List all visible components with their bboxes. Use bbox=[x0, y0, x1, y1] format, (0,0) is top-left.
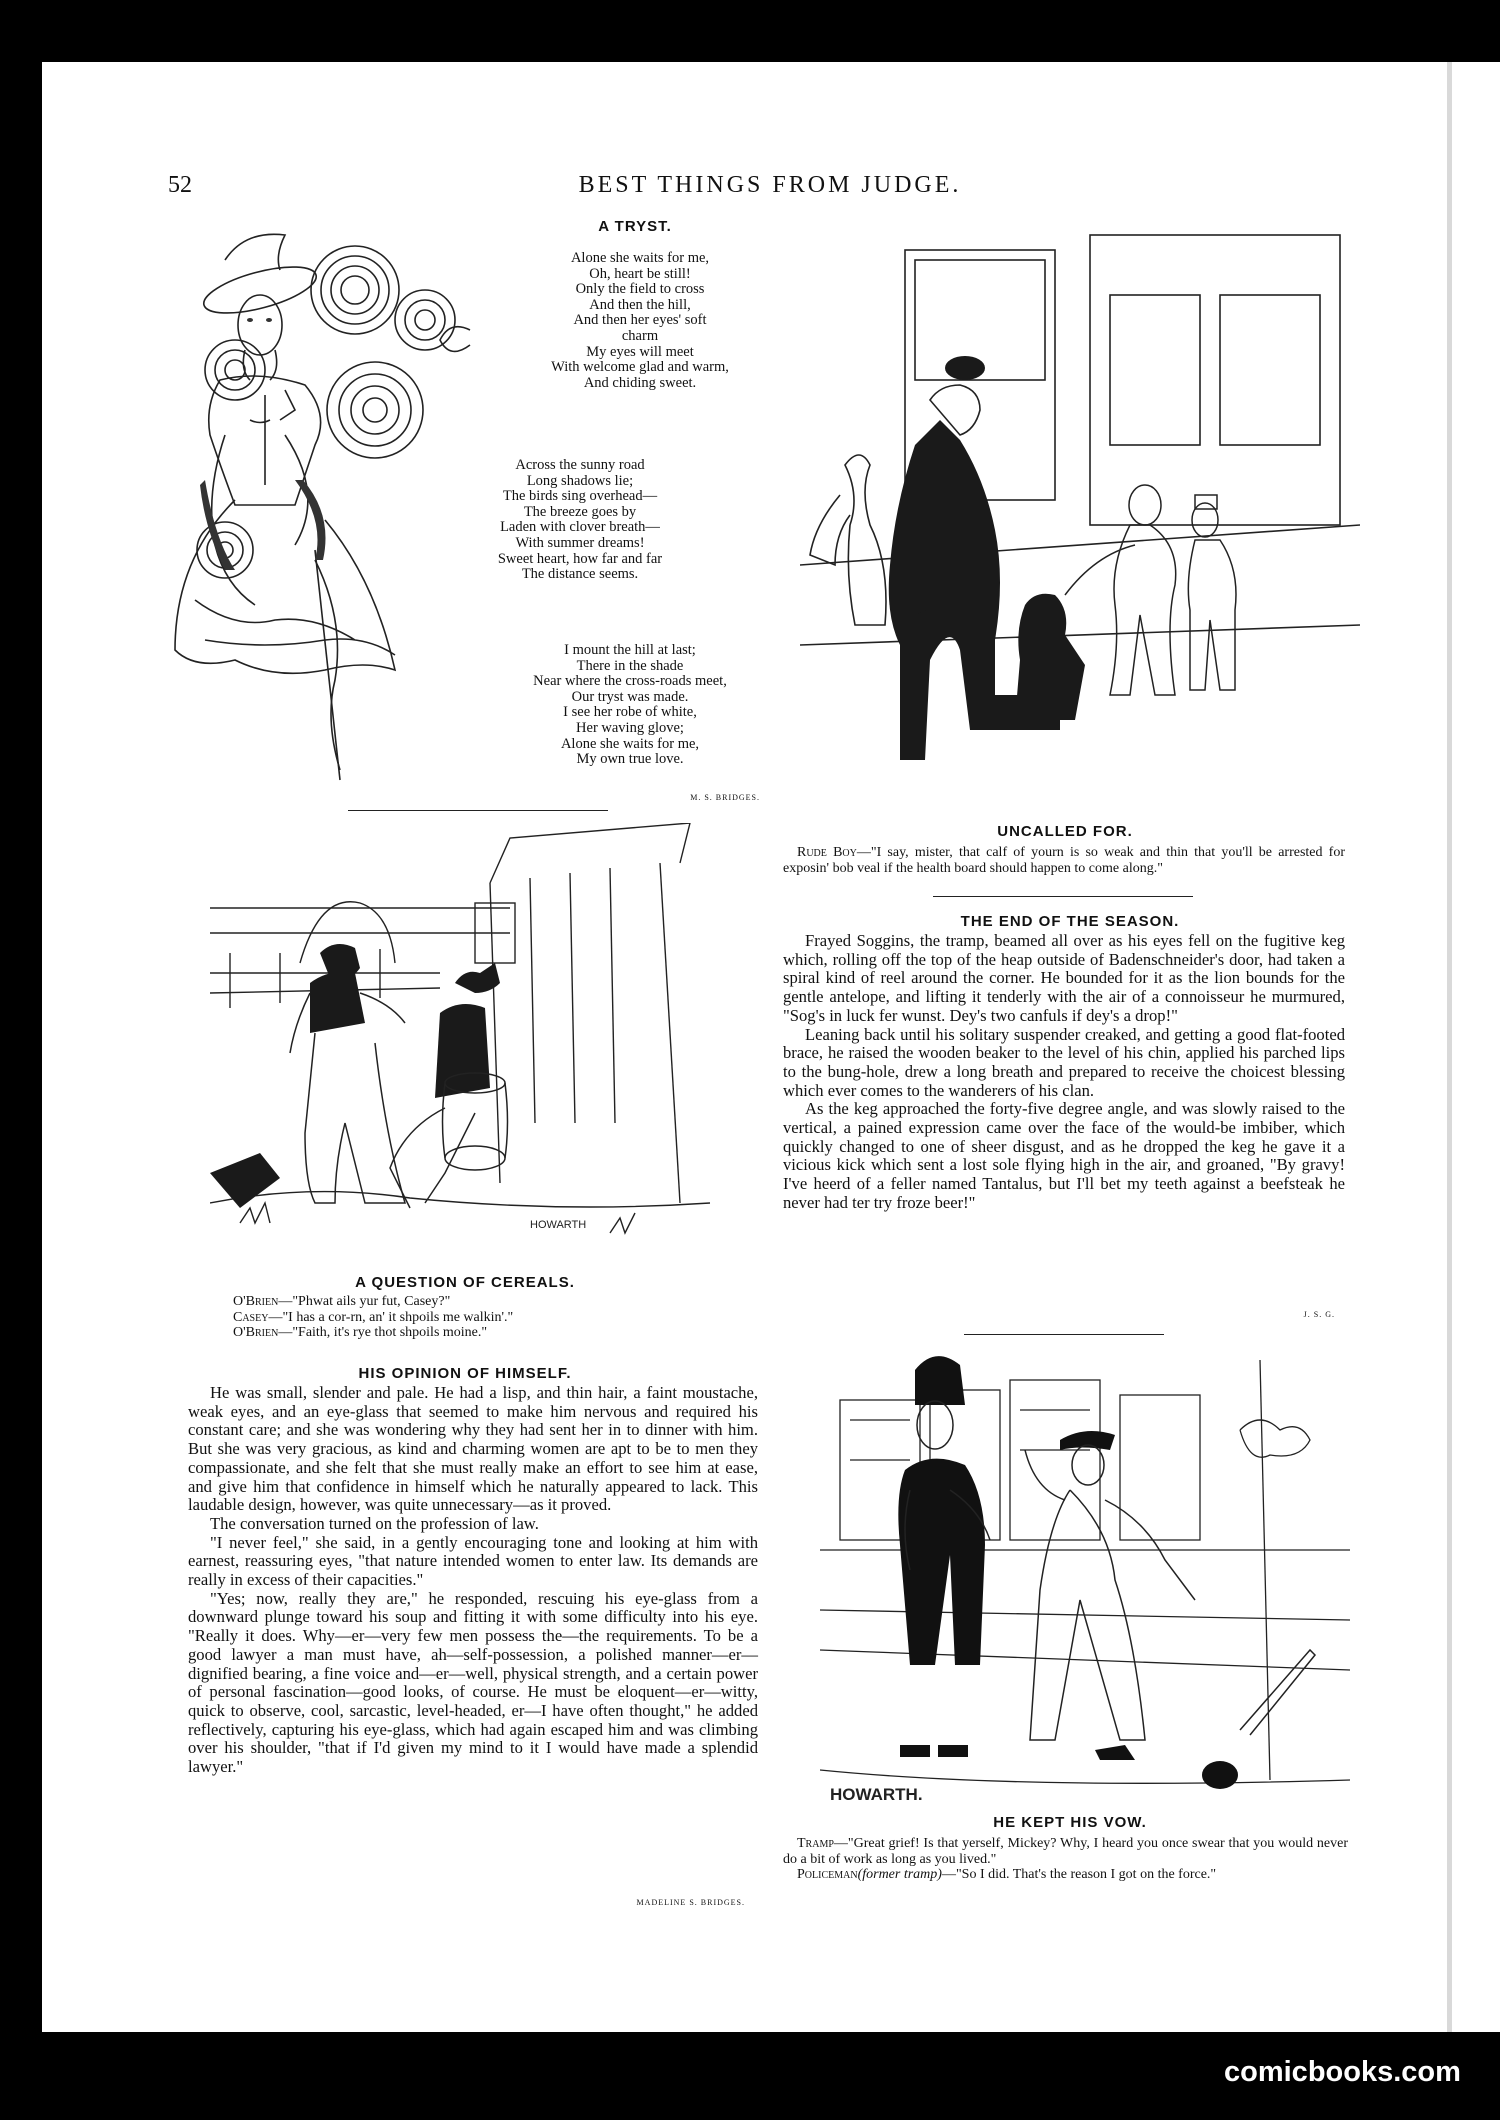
speaker-note: (former tramp) bbox=[857, 1867, 942, 1882]
dialogue-text: —"Faith, it's rye thot shpoils moine." bbox=[278, 1325, 488, 1340]
paragraph: The conversation turned on the profession of law. bbox=[210, 1513, 539, 1533]
speaker-label: Rude Boy bbox=[797, 845, 857, 860]
cereals-title: A QUESTION OF CEREALS. bbox=[355, 1274, 575, 1291]
tryst-stanza-3 bbox=[500, 643, 760, 768]
verse-line: Alone she waits for me, bbox=[560, 735, 700, 752]
speaker-label: Casey bbox=[233, 1309, 269, 1325]
divider-rule bbox=[348, 810, 608, 811]
caption-text: —"I say, mister, that calf of yourn is so weak and thin that you'll be arrested for exposin' bob veal if the health board should happen to come along." bbox=[783, 845, 1345, 876]
artist-signature: HOWARTH. bbox=[830, 1785, 923, 1804]
verse-line: The distance seems. bbox=[521, 566, 639, 583]
season-author: J. S. G. bbox=[1303, 1310, 1335, 1319]
verse-line: With summer dreams! bbox=[515, 534, 645, 551]
opinion-body bbox=[188, 1384, 758, 1777]
verse-line: Long shadows lie; bbox=[526, 472, 634, 489]
cereals-illustration bbox=[210, 823, 725, 1253]
dialogue-text: —"I has a cor-rn, an' it shpoils me walkin'." bbox=[268, 1309, 514, 1325]
running-head: BEST THINGS FROM JUDGE. bbox=[578, 172, 962, 198]
verse-line: Laden with clover breath— bbox=[500, 519, 660, 536]
verse-line: The breeze goes by bbox=[523, 503, 637, 520]
speaker-label: O'Brien bbox=[233, 1294, 279, 1309]
opinion-title: HIS OPINION OF HIMSELF. bbox=[358, 1365, 572, 1382]
verse-line: And chiding sweet. bbox=[583, 374, 697, 391]
divider-rule bbox=[964, 1334, 1164, 1335]
verse-line: My eyes will meet bbox=[586, 343, 694, 360]
season-title: THE END OF THE SEASON. bbox=[960, 913, 1180, 930]
uncalled-title: UNCALLED FOR. bbox=[997, 823, 1133, 840]
paragraph: Frayed Soggins, the tramp, beamed all over as his eyes fell on the fugitive keg which, rolling off the top of the heap outside of Badenschneider's door, had taken a spiral kind of reel around the corner. He bounded for it as the lion bounds for the gentle antelope, and lifting it tenderly with the air of a connoisseur he murmured, "Sog's in luck fer wunst. Dey's two canfuls if dey's a drop!" bbox=[783, 931, 1345, 1025]
verse-line: I see her robe of white, bbox=[563, 704, 697, 721]
vow-title: HE KEPT HIS VOW. bbox=[993, 1814, 1147, 1831]
uncalled-caption bbox=[783, 845, 1345, 876]
verse-line: I mount the hill at last; bbox=[564, 642, 696, 658]
policeman-tramp-illustration bbox=[820, 1350, 1350, 1810]
verse-line: Her waving glove; bbox=[576, 719, 684, 736]
verse-line: And then her eyes' soft bbox=[573, 312, 707, 329]
paragraph: As the keg approached the forty-five degree angle, and was slowly raised to the vertical, a pained expression came over the face of the would-be imbiber, which quickly changed to one of sheer disgust, and as he dropped the keg he gave it a vicious kick which sent a lost sole flying high in the air, and groaned, "By gravy! I've heerd of a feller named Tantalus, but I'll bet my teeth against a beefsteak he never had ter try froze beer!" bbox=[783, 1099, 1345, 1212]
vow-caption bbox=[783, 1836, 1348, 1883]
paragraph: He was small, slender and pale. He had a lisp, and thin hair, a faint moustache, weak eyes, and an eye-glass that seemed to make him nervous and required his constant care; and she was wondering why they had sent her in to dinner with him. But she was very gracious, as kind and charming women are apt to be to men they compassionate, and she felt that she must really make an effort to see him at ease, and give him that confidence in himself which he naturally appeared to lack. This laudable design, however, was quite unnecessary—as it proved. bbox=[188, 1383, 758, 1515]
opinion-author: MADELINE S. BRIDGES. bbox=[636, 1898, 745, 1907]
dialogue-text: —"Phwat ails yur fut, Casey?" bbox=[278, 1294, 451, 1309]
verse-line: Only the field to cross bbox=[575, 281, 705, 298]
adjacent-page-edge bbox=[1452, 62, 1500, 2032]
verse-line: With welcome glad and warm, bbox=[551, 359, 729, 376]
verse-line: Oh, heart be still! bbox=[589, 265, 691, 282]
paragraph: Leaning back until his solitary suspender creaked, and getting a good flat-footed brace, he raised the wooden beaker to the level of his chin, applied his parched lips to the bung-hole, drew a long breath and prepared to receive the choicest blessing which ever comes to the wanderers of his clan. bbox=[783, 1024, 1345, 1100]
site-watermark: comicbooks.com bbox=[1224, 2056, 1461, 2088]
paragraph: "Yes; now, really they are," he responded, rescuing his eye-glass from a downward plunge toward his soup and fitting it with some difficulty into his eye. "Really it does. Why—er—very few men possess the—the requirements. To be a good lawyer a man must have, ah—self-possession, a polished manner—er—dignified bearing, a fine voice and—er—well, physical strength, and a certain power of personal fascination—good looks, of course. He must be eloquent—er—witty, quick to observe, cool, sarcastic, level-headed, er—I have often thought," he added reflectively, capturing his eye-glass, which had again escaped him and was climbing over his shoulder, "that if I'd given my mind to it I would have made a splendid lawyer." bbox=[188, 1588, 758, 1777]
tryst-title: A TRYST. bbox=[598, 218, 672, 235]
bootblack-illustration bbox=[800, 225, 1360, 785]
verse-line: There in the shade bbox=[576, 657, 684, 674]
season-body bbox=[783, 932, 1345, 1213]
verse-line: My own true love. bbox=[576, 751, 684, 768]
speaker-label: Policeman bbox=[797, 1867, 858, 1882]
artist-signature: HOWARTH bbox=[530, 1219, 587, 1231]
caption-text: —"So I did. That's the reason I got on the force." bbox=[941, 1867, 1217, 1882]
caption-text: —"Great grief! Is that yerself, Mickey? Why, I heard you once swear that you would never do a bit of work as long as you lived." bbox=[783, 1836, 1348, 1867]
verse-line: Alone she waits for me, bbox=[570, 250, 710, 266]
speaker-label: Tramp bbox=[797, 1836, 834, 1851]
verse-line: charm bbox=[621, 327, 659, 344]
cereals-dialogue bbox=[233, 1294, 693, 1341]
verse-line: Our tryst was made. bbox=[571, 688, 689, 705]
paragraph: "I never feel," she said, in a gently encouraging tone and looking at him with earnest, reassuring eyes, "that nature intended women to enter law. Its demands are really in excess of their capacities." bbox=[188, 1532, 758, 1590]
verse-line: And then the hill, bbox=[589, 296, 691, 313]
verse-line: Across the sunny road bbox=[515, 457, 645, 473]
verse-line: The birds sing overhead— bbox=[502, 488, 658, 505]
tryst-author: M. S. BRIDGES. bbox=[690, 793, 760, 802]
divider-rule bbox=[933, 896, 1193, 897]
tryst-stanza-2 bbox=[455, 458, 705, 583]
speaker-label: O'Brien bbox=[233, 1325, 279, 1340]
verse-line: Near where the cross-roads meet, bbox=[533, 673, 727, 690]
verse-line: Sweet heart, how far and far bbox=[497, 550, 663, 567]
page-number: 52 bbox=[168, 172, 192, 198]
tryst-stanza-1 bbox=[520, 251, 760, 391]
